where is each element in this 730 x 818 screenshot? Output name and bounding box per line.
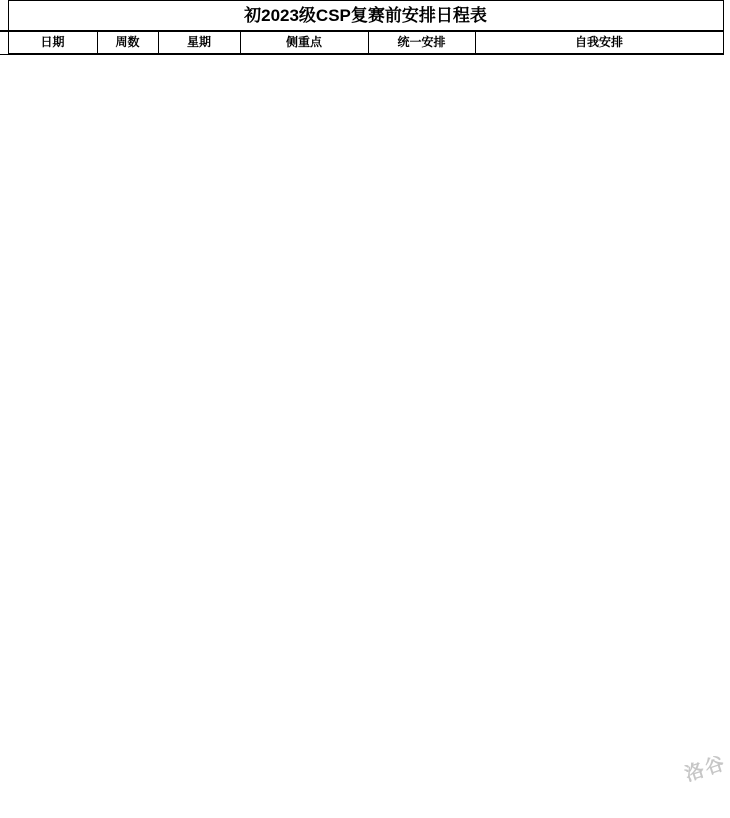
row-gutter bbox=[0, 1, 8, 32]
col-header-self[interactable]: 自我安排 bbox=[475, 31, 723, 54]
schedule-table bbox=[0, 0, 724, 55]
col-header-unified[interactable]: 统一安排 bbox=[368, 31, 475, 54]
col-header-week[interactable]: 周数 bbox=[97, 31, 158, 54]
header-row bbox=[0, 31, 723, 54]
col-header-focus[interactable]: 侧重点 bbox=[240, 31, 368, 54]
title-row bbox=[0, 1, 723, 32]
col-header-date[interactable]: 日期 bbox=[8, 31, 97, 54]
watermark: 洛谷 bbox=[682, 752, 729, 786]
col-header-weekday[interactable]: 星期 bbox=[158, 31, 240, 54]
page-title[interactable]: 初2023级CSP复赛前安排日程表 bbox=[8, 1, 723, 32]
row-gutter bbox=[0, 31, 8, 54]
